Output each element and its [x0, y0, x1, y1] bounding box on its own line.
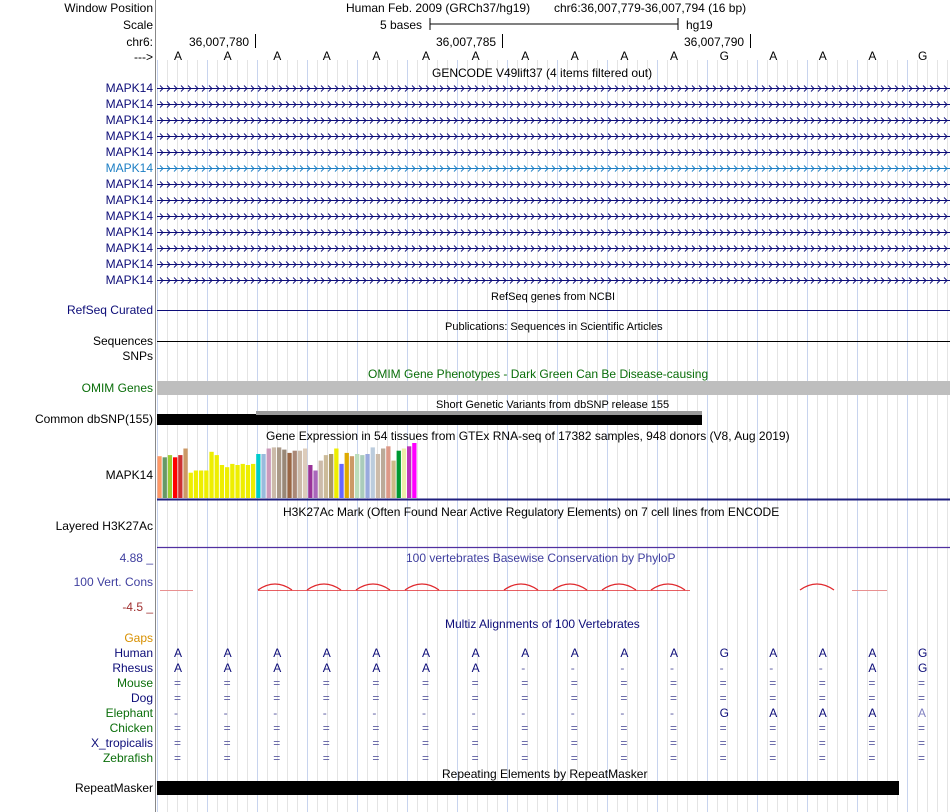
- aligned-base: -: [471, 706, 476, 720]
- aligned-base: =: [273, 736, 281, 750]
- aligned-base: A: [868, 706, 877, 720]
- gtex-tissue-bar[interactable]: [397, 451, 401, 498]
- gtex-tissue-bar[interactable]: [339, 464, 343, 498]
- reference-base: A: [322, 49, 331, 63]
- gtex-tissue-bar[interactable]: [241, 464, 245, 498]
- reference-base: A: [422, 49, 431, 63]
- gtex-tissue-bar[interactable]: [178, 455, 182, 498]
- position-coords: chr6:36,007,779-36,007,794 (16 bp): [554, 1, 747, 15]
- reference-base: A: [223, 49, 232, 63]
- aligned-base: =: [620, 751, 628, 765]
- ruler-tick-label: 36,007,785: [436, 35, 497, 49]
- aligned-base: A: [372, 646, 381, 660]
- aligned-base: =: [372, 676, 380, 690]
- aligned-base: =: [521, 751, 529, 765]
- aligned-base: =: [273, 691, 281, 705]
- aligned-base: A: [174, 646, 183, 660]
- aligned-base: =: [719, 691, 727, 705]
- species-label[interactable]: Zebrafish: [102, 751, 153, 765]
- aligned-base: A: [620, 646, 629, 660]
- aligned-base: A: [223, 661, 232, 675]
- chrom-label: chr6:: [126, 35, 153, 49]
- aligned-base: =: [273, 676, 281, 690]
- gtex-tissue-bar[interactable]: [381, 449, 385, 499]
- scale-label: Scale: [122, 18, 153, 32]
- aligned-base: =: [471, 721, 479, 735]
- aligned-base: =: [422, 676, 430, 690]
- repeatmasker-label[interactable]: RepeatMasker: [74, 781, 153, 795]
- aligned-base: =: [918, 676, 926, 690]
- snps-label[interactable]: SNPs: [122, 349, 153, 363]
- gtex-tissue-bar[interactable]: [267, 449, 271, 499]
- gencode-transcript-label[interactable]: MAPK14: [105, 145, 153, 159]
- aligned-base: =: [223, 691, 231, 705]
- gtex-tissue-bar[interactable]: [246, 465, 250, 498]
- species-label[interactable]: Dog: [130, 691, 153, 705]
- species-label[interactable]: Rhesus: [112, 661, 153, 675]
- aligned-base: =: [322, 676, 330, 690]
- aligned-base: =: [818, 721, 826, 735]
- aligned-base: -: [570, 661, 575, 675]
- aligned-base: =: [620, 676, 628, 690]
- aligned-base: =: [471, 676, 479, 690]
- aligned-base: =: [372, 691, 380, 705]
- sequences-label[interactable]: Sequences: [92, 334, 153, 348]
- gtex-tissue-bar[interactable]: [350, 456, 354, 498]
- gtex-tissue-bar[interactable]: [376, 454, 380, 498]
- reference-base: A: [570, 49, 579, 63]
- aligned-base: =: [769, 751, 777, 765]
- aligned-base: A: [769, 706, 778, 720]
- gtex-tissue-bar[interactable]: [303, 449, 307, 499]
- aligned-base: A: [174, 661, 183, 675]
- aligned-base: =: [719, 721, 727, 735]
- aligned-base: =: [521, 721, 529, 735]
- gencode-transcript-label[interactable]: MAPK14: [105, 129, 153, 143]
- assembly-name: Human Feb. 2009 (GRCh37/hg19): [346, 1, 531, 15]
- aligned-base: =: [620, 721, 628, 735]
- phylop-conservation-arch[interactable]: [356, 584, 390, 590]
- aligned-base: -: [521, 706, 526, 720]
- aligned-base: =: [372, 736, 380, 750]
- aligned-base: -: [521, 661, 526, 675]
- gtex-tissue-bar[interactable]: [293, 451, 297, 498]
- gtex-tissue-bar[interactable]: [173, 457, 177, 498]
- aligned-base: =: [670, 676, 678, 690]
- aligned-base: =: [223, 721, 231, 735]
- aligned-base: =: [918, 721, 926, 735]
- aligned-base: =: [719, 676, 727, 690]
- aligned-base: G: [918, 646, 928, 660]
- gtex-tissue-bar[interactable]: [204, 471, 208, 499]
- aligned-base: =: [223, 676, 231, 690]
- reference-base: A: [868, 49, 877, 63]
- layered-h3k27ac-label[interactable]: Layered H3K27Ac: [55, 519, 153, 533]
- aligned-base: =: [670, 721, 678, 735]
- aligned-base: -: [769, 661, 774, 675]
- aligned-base: =: [422, 721, 430, 735]
- aligned-base: A: [769, 646, 778, 660]
- gencode-transcript-label[interactable]: MAPK14: [105, 81, 153, 95]
- aligned-base: G: [719, 646, 729, 660]
- aligned-base: -: [570, 706, 575, 720]
- gtex-tissue-bar[interactable]: [220, 465, 224, 498]
- aligned-base: =: [620, 691, 628, 705]
- aligned-base: =: [471, 691, 479, 705]
- ruler-tick-label: 36,007,790: [684, 35, 745, 49]
- gaps-label: Gaps: [124, 631, 153, 645]
- omim-track-title[interactable]: OMIM Gene Phenotypes - Dark Green Can Be Disease-causing: [368, 367, 709, 381]
- aligned-base: A: [273, 661, 282, 675]
- gtex-tissue-bar[interactable]: [163, 457, 167, 498]
- aligned-base: =: [322, 691, 330, 705]
- phylop-track-label[interactable]: 100 Vert. Cons: [73, 575, 153, 589]
- aligned-base: =: [818, 691, 826, 705]
- reference-base: A: [818, 49, 827, 63]
- aligned-base: A: [818, 706, 827, 720]
- gtex-tissue-bar[interactable]: [225, 467, 229, 498]
- gtex-tissue-bar[interactable]: [371, 447, 375, 498]
- aligned-base: =: [322, 751, 330, 765]
- aligned-base: =: [174, 691, 182, 705]
- aligned-base: A: [670, 646, 679, 660]
- aligned-base: =: [223, 736, 231, 750]
- aligned-base: G: [918, 661, 928, 675]
- aligned-base: =: [769, 676, 777, 690]
- aligned-base: -: [223, 706, 228, 720]
- species-label[interactable]: Elephant: [105, 706, 153, 720]
- multiz-track-title[interactable]: Multiz Alignments of 100 Vertebrates: [445, 617, 640, 631]
- gtex-tissue-bar[interactable]: [355, 454, 359, 498]
- gtex-tissue-bar[interactable]: [230, 464, 234, 498]
- aligned-base: =: [818, 751, 826, 765]
- gencode-track-title[interactable]: GENCODE V49lift37 (4 items filtered out): [432, 66, 653, 80]
- species-label[interactable]: X_tropicalis: [90, 736, 153, 750]
- gtex-tissue-bar[interactable]: [391, 461, 395, 498]
- aligned-base: =: [670, 751, 678, 765]
- aligned-base: =: [471, 736, 479, 750]
- phylop-conservation-arch[interactable]: [307, 584, 341, 590]
- aligned-base: =: [868, 751, 876, 765]
- aligned-base: =: [918, 736, 926, 750]
- phylop-conservation-arch[interactable]: [405, 584, 439, 590]
- gtex-tissue-bar[interactable]: [365, 454, 369, 498]
- omim-phenotype-bar[interactable]: [157, 381, 950, 395]
- aligned-base: A: [868, 661, 877, 675]
- aligned-base: A: [471, 661, 480, 675]
- repeatmasker-track-title[interactable]: Repeating Elements by RepeatMasker: [442, 767, 648, 781]
- aligned-base: =: [769, 721, 777, 735]
- gtex-tissue-bar[interactable]: [360, 455, 364, 498]
- ruler-tick-label: 36,007,780: [189, 35, 250, 49]
- reference-base: G: [918, 49, 928, 63]
- gtex-tissue-bar[interactable]: [407, 446, 411, 498]
- gtex-track-title[interactable]: Gene Expression in 54 tissues from GTEx RNA-seq of 17382 samples, 948 donors (V8, Aug 2019): [266, 429, 790, 443]
- gtex-tissue-bar[interactable]: [282, 450, 286, 498]
- phylop-conservation-arch[interactable]: [258, 584, 292, 590]
- aligned-base: -: [372, 706, 377, 720]
- aligned-base: -: [719, 661, 724, 675]
- gtex-gene-label[interactable]: MAPK14: [105, 468, 153, 482]
- aligned-base: A: [372, 661, 381, 675]
- gtex-tissue-bar[interactable]: [324, 455, 328, 498]
- aligned-base: -: [670, 706, 674, 720]
- aligned-base: =: [273, 751, 281, 765]
- gtex-tissue-bar[interactable]: [235, 465, 239, 498]
- aligned-base: =: [918, 751, 926, 765]
- aligned-base: =: [322, 736, 330, 750]
- aligned-base: =: [868, 676, 876, 690]
- reference-base: A: [521, 49, 530, 63]
- phylop-conservation-arch[interactable]: [504, 584, 538, 590]
- gtex-tissue-bar[interactable]: [189, 473, 193, 498]
- gtex-tissue-bar[interactable]: [215, 455, 219, 498]
- aligned-base: =: [719, 736, 727, 750]
- common-dbsnp-label[interactable]: Common dbSNP(155): [34, 412, 153, 426]
- reference-base: A: [273, 49, 282, 63]
- aligned-base: =: [918, 691, 926, 705]
- aligned-base: =: [471, 751, 479, 765]
- aligned-base: A: [322, 646, 331, 660]
- gtex-tissue-bar[interactable]: [277, 447, 281, 498]
- gtex-tissue-bar[interactable]: [256, 454, 260, 498]
- aligned-base: -: [620, 706, 625, 720]
- reference-base: A: [372, 49, 381, 63]
- aligned-base: =: [868, 721, 876, 735]
- gtex-tissue-bar[interactable]: [287, 453, 291, 498]
- aligned-base: =: [868, 691, 876, 705]
- reference-base: G: [719, 49, 729, 63]
- gencode-transcript-label[interactable]: MAPK14: [105, 273, 153, 287]
- gencode-transcript-label[interactable]: MAPK14: [105, 177, 153, 191]
- strand-arrow-label: --->: [134, 50, 153, 64]
- gencode-transcript-label[interactable]: MAPK14: [105, 161, 153, 175]
- aligned-base: A: [273, 646, 282, 660]
- aligned-base: A: [471, 646, 480, 660]
- aligned-base: =: [769, 736, 777, 750]
- gtex-tissue-bar[interactable]: [183, 449, 187, 499]
- aligned-base: =: [620, 736, 628, 750]
- aligned-base: =: [570, 736, 578, 750]
- gtex-tissue-bar[interactable]: [345, 453, 349, 498]
- aligned-base: =: [223, 751, 231, 765]
- gencode-transcript-label[interactable]: MAPK14: [105, 209, 153, 223]
- aligned-base: =: [670, 736, 678, 750]
- phylop-conservation-arch[interactable]: [553, 584, 587, 590]
- aligned-base: A: [422, 646, 431, 660]
- aligned-base: -: [273, 706, 278, 720]
- aligned-base: -: [818, 661, 823, 675]
- gencode-transcript-label[interactable]: MAPK14: [105, 193, 153, 207]
- gtex-tissue-bar[interactable]: [329, 454, 333, 498]
- gencode-transcript-label[interactable]: MAPK14: [105, 97, 153, 111]
- h3k27ac-track-title[interactable]: H3K27Ac Mark (Often Found Near Active Regulatory Elements) on 7 cell lines from ENCODE: [283, 505, 780, 519]
- gtex-tissue-bar[interactable]: [402, 449, 406, 499]
- aligned-base: =: [521, 736, 529, 750]
- aligned-base: A: [422, 661, 431, 675]
- aligned-base: -: [670, 661, 674, 675]
- gencode-transcript-label[interactable]: MAPK14: [105, 225, 153, 239]
- refseq-curated-label[interactable]: RefSeq Curated: [66, 303, 153, 317]
- aligned-base: =: [521, 676, 529, 690]
- species-label[interactable]: Mouse: [116, 676, 153, 690]
- aligned-base: =: [422, 751, 430, 765]
- reference-base: A: [620, 49, 629, 63]
- aligned-base: A: [570, 646, 579, 660]
- gtex-tissue-bar[interactable]: [251, 464, 255, 498]
- gtex-tissue-bar[interactable]: [308, 465, 312, 498]
- phylop-min-label: -4.5 _: [122, 600, 153, 614]
- gtex-tissue-bar[interactable]: [334, 449, 338, 499]
- aligned-base: A: [868, 646, 877, 660]
- aligned-base: -: [322, 706, 327, 720]
- omim-genes-label[interactable]: OMIM Genes: [81, 381, 153, 395]
- aligned-base: =: [174, 721, 182, 735]
- gencode-transcript-label[interactable]: MAPK14: [105, 257, 153, 271]
- aligned-base: =: [719, 751, 727, 765]
- aligned-base: =: [521, 691, 529, 705]
- aligned-base: =: [372, 751, 380, 765]
- aligned-base: =: [570, 676, 578, 690]
- repeatmasker-element-bar[interactable]: [157, 781, 899, 795]
- gtex-tissue-bar[interactable]: [298, 451, 302, 498]
- aligned-base: =: [818, 676, 826, 690]
- aligned-base: =: [174, 676, 182, 690]
- publications-track-title[interactable]: Publications: Sequences in Scientific Articles: [445, 321, 663, 333]
- species-label[interactable]: Chicken: [109, 721, 153, 735]
- aligned-base: =: [174, 751, 182, 765]
- aligned-base: -: [422, 706, 426, 720]
- aligned-base: =: [174, 736, 182, 750]
- aligned-base: A: [918, 706, 927, 720]
- aligned-base: =: [570, 751, 578, 765]
- aligned-base: A: [818, 646, 827, 660]
- reference-base: A: [769, 49, 778, 63]
- reference-base: A: [670, 49, 679, 63]
- gencode-transcript-label[interactable]: MAPK14: [105, 241, 153, 255]
- gtex-tissue-bar[interactable]: [157, 456, 161, 498]
- dbsnp-variant-bar[interactable]: [157, 414, 702, 425]
- gtex-tissue-bar[interactable]: [168, 455, 172, 498]
- gtex-tissue-bar[interactable]: [386, 446, 390, 498]
- aligned-base: A: [223, 646, 232, 660]
- gtex-tissue-bar[interactable]: [261, 454, 265, 498]
- aligned-base: =: [273, 721, 281, 735]
- aligned-base: A: [322, 661, 331, 675]
- window-position-label: Window Position: [64, 1, 153, 15]
- phylop-max-label: 4.88 _: [119, 551, 153, 565]
- aligned-base: =: [422, 736, 430, 750]
- aligned-base: =: [818, 736, 826, 750]
- aligned-base: =: [570, 691, 578, 705]
- aligned-base: =: [372, 721, 380, 735]
- dbsnp-track-title[interactable]: Short Genetic Variants from dbSNP release 155: [436, 399, 670, 411]
- reference-base: A: [471, 49, 480, 63]
- gtex-tissue-bar[interactable]: [209, 452, 213, 498]
- gtex-tissue-bar[interactable]: [194, 471, 198, 499]
- aligned-base: -: [174, 706, 178, 720]
- gtex-tissue-bar[interactable]: [199, 471, 203, 499]
- aligned-base: =: [868, 736, 876, 750]
- scale-size-label: 5 bases: [380, 18, 423, 32]
- aligned-base: =: [670, 691, 678, 705]
- reference-base: A: [174, 49, 183, 63]
- gtex-tissue-bar[interactable]: [412, 443, 416, 498]
- aligned-base: G: [719, 706, 729, 720]
- gtex-tissue-bar[interactable]: [313, 471, 317, 499]
- aligned-base: -: [620, 661, 625, 675]
- aligned-base: =: [322, 721, 330, 735]
- aligned-base: A: [521, 646, 530, 660]
- gtex-tissue-bar[interactable]: [272, 447, 276, 498]
- phylop-track-title[interactable]: 100 vertebrates Basewise Conservation by PhyloP: [406, 551, 676, 565]
- refseq-track-title[interactable]: RefSeq genes from NCBI: [491, 291, 616, 303]
- gtex-tissue-bar[interactable]: [319, 461, 323, 498]
- scale-db-label: hg19: [686, 18, 713, 32]
- aligned-base: =: [422, 691, 430, 705]
- gencode-transcript-label[interactable]: MAPK14: [105, 113, 153, 127]
- aligned-base: =: [570, 721, 578, 735]
- aligned-base: =: [769, 691, 777, 705]
- species-label[interactable]: Human: [114, 646, 153, 660]
